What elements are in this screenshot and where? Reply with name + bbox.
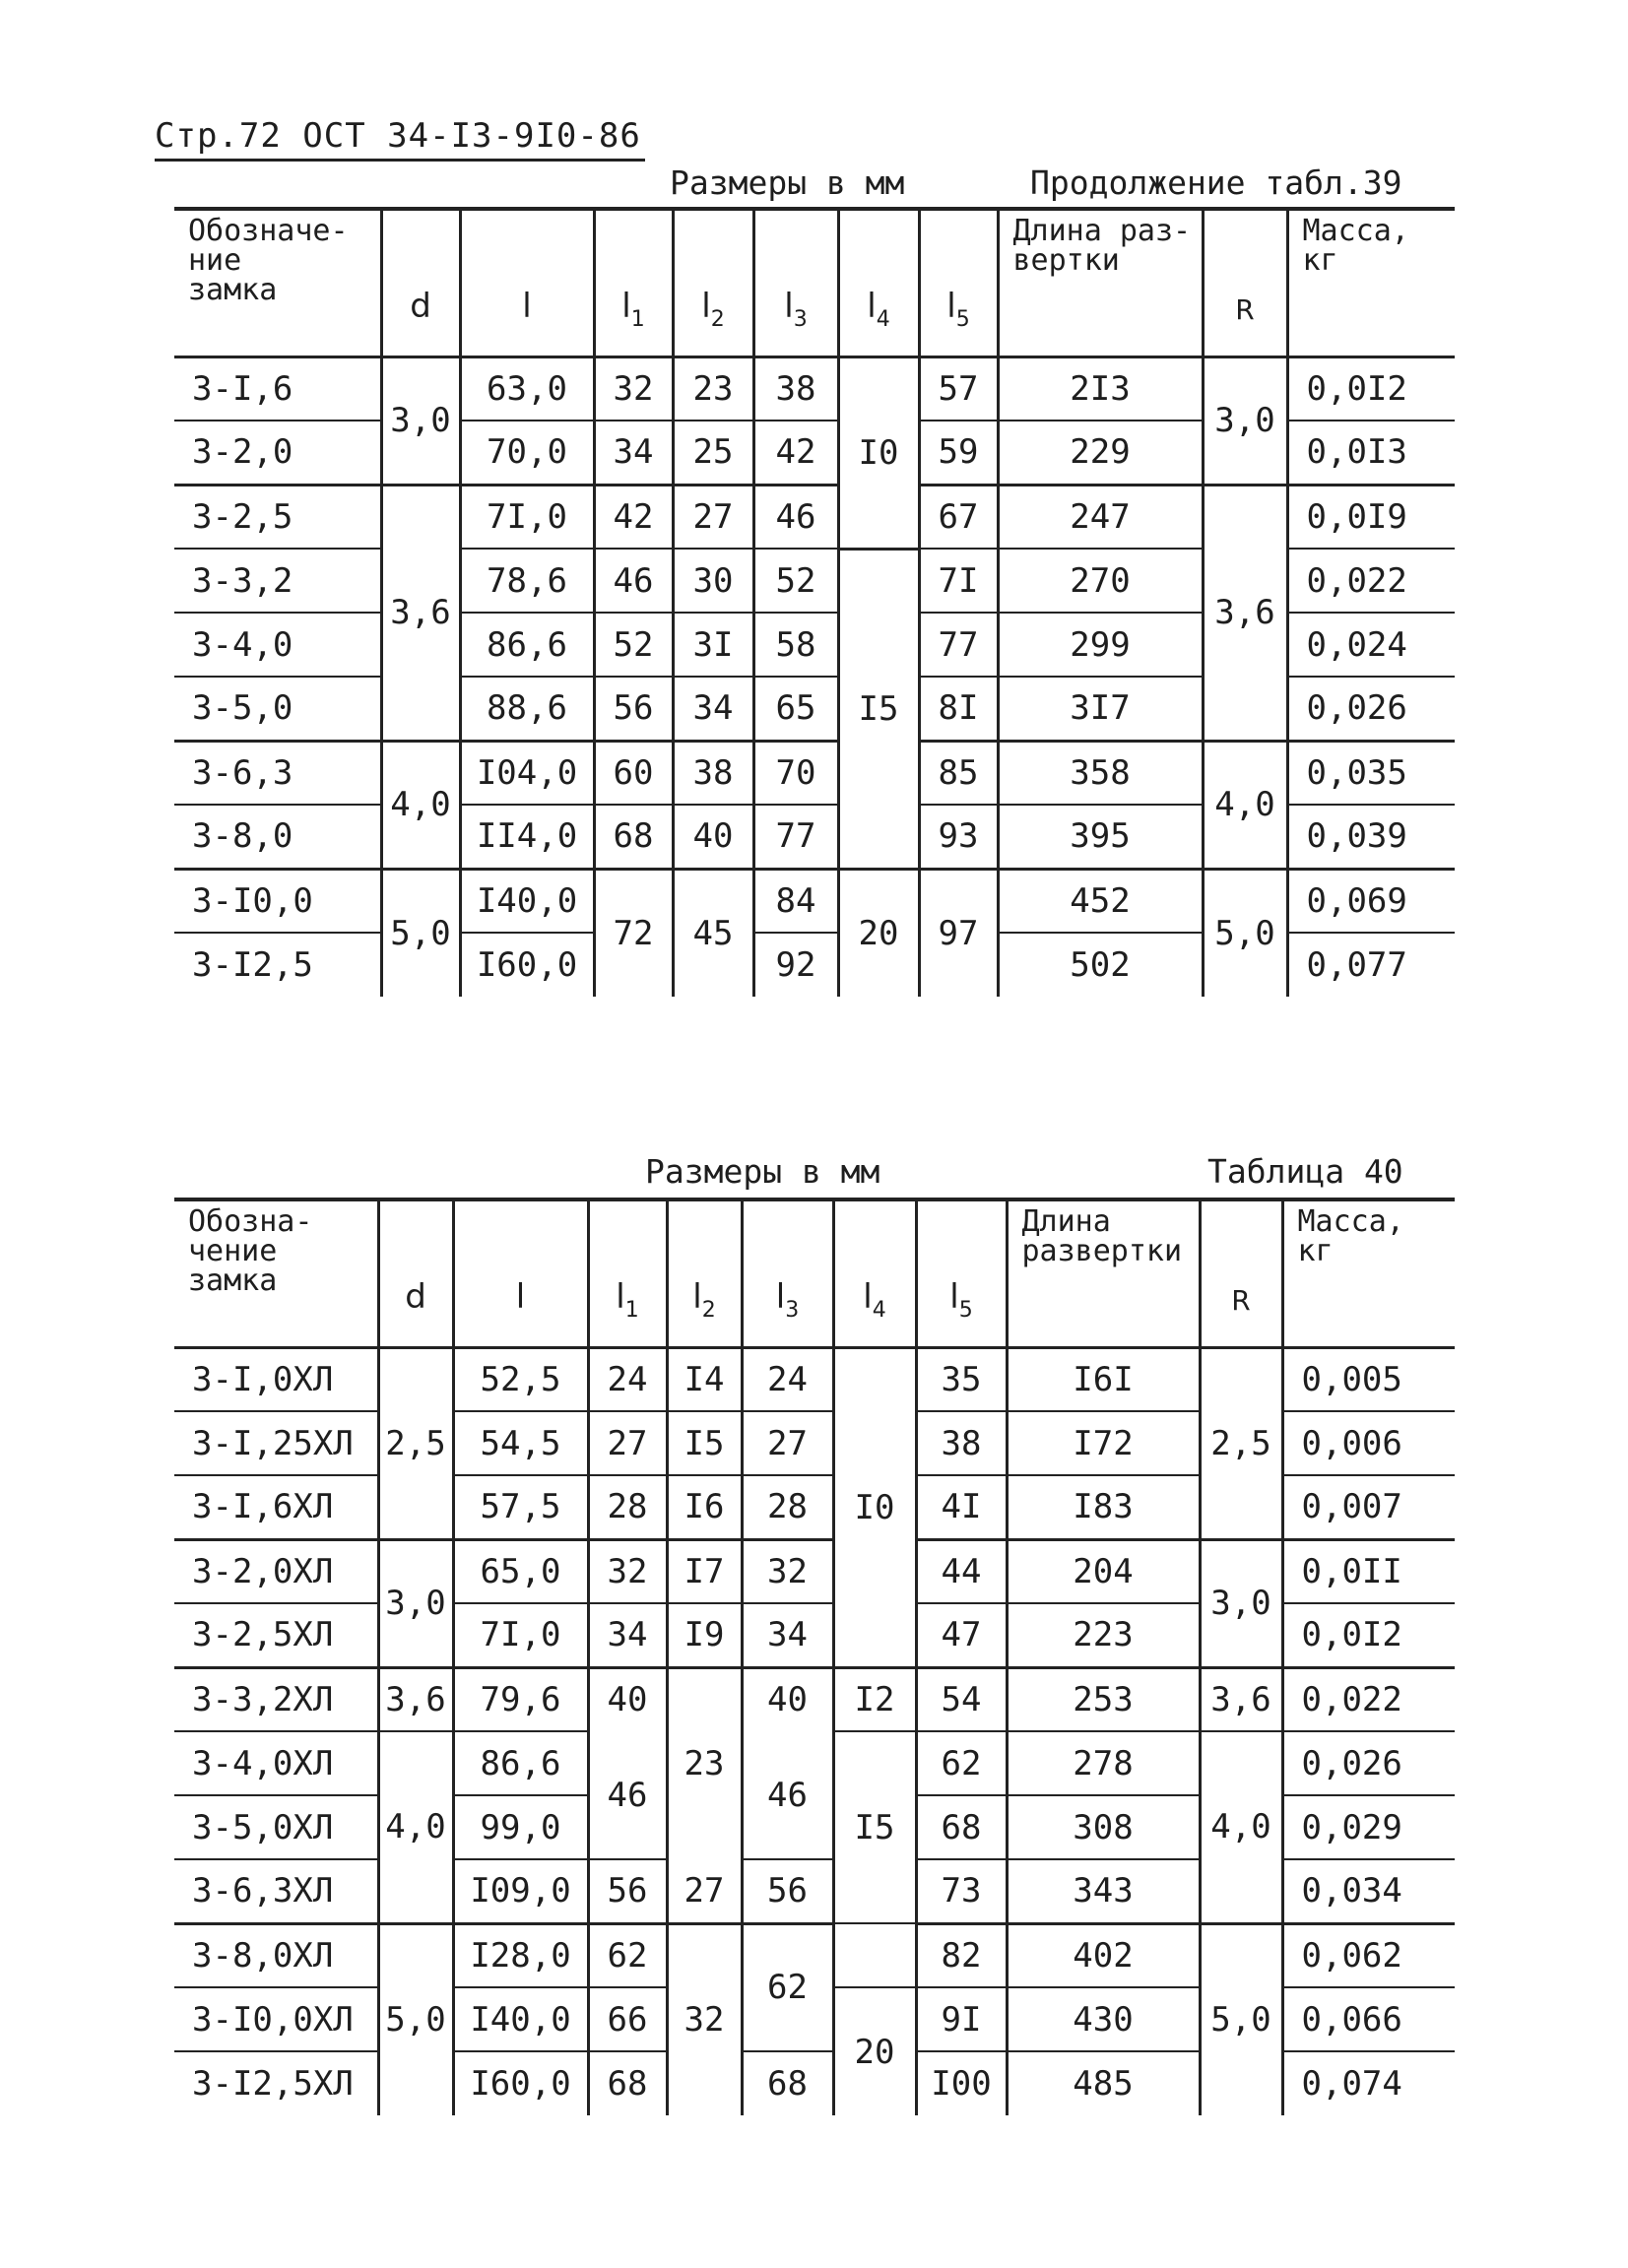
table-cell: 34	[673, 677, 753, 741]
cell-mass: 0,0I2	[1282, 1603, 1455, 1667]
table-cell: 34	[742, 1603, 833, 1667]
table-cell: I04,0	[460, 741, 594, 805]
table-cell: I60,0	[453, 2051, 588, 2115]
header-d: d	[378, 1199, 453, 1347]
table-cell: 52	[753, 549, 838, 613]
cell-designation: З-I,6	[174, 356, 381, 421]
header-d: d	[381, 209, 460, 356]
cell-l4: I5	[833, 1731, 916, 1923]
cell-mass: 0,0II	[1282, 1539, 1455, 1603]
table-cell: 60	[594, 741, 673, 805]
header-mass: Масса, кг	[1287, 209, 1455, 356]
header-designation: Обозначе- ние замка	[188, 214, 349, 307]
table-cell: 253	[1007, 1667, 1200, 1731]
table40-units-caption: Размеры в мм	[645, 1152, 880, 1191]
cell-designation: З-I2,5ХЛ	[192, 2064, 354, 2104]
cell-mass: 0,022	[1282, 1667, 1455, 1731]
table-cell: 65	[753, 677, 838, 741]
cell-mass: 0,074	[1282, 2051, 1455, 2115]
table-cell: 34	[594, 421, 673, 485]
header-unfold-length: Длина раз- вертки	[998, 209, 1203, 356]
table-cell: I5	[667, 1411, 742, 1475]
header-R: R	[1200, 1199, 1282, 1347]
header-R: R	[1203, 209, 1287, 356]
table-cell: 57	[919, 356, 998, 421]
table-cell: 34	[588, 1603, 667, 1667]
cell-designation: З-2,5	[174, 485, 381, 549]
header-l4: $l_4$	[833, 1199, 916, 1347]
table-cell: 308	[1007, 1795, 1200, 1859]
cell-designation: З-I2,5	[192, 945, 313, 985]
table-row	[174, 741, 1455, 805]
cell-R: 4,0	[1200, 1731, 1282, 1923]
header-l: l	[453, 1199, 588, 1347]
table-cell: 7I,0	[460, 485, 594, 549]
table-cell: 54	[916, 1667, 1007, 1731]
table-cell: I83	[1007, 1475, 1200, 1539]
cell-d: 3,6	[381, 485, 460, 741]
header-l3: $l_3$	[742, 1199, 833, 1347]
table-cell: 42	[594, 485, 673, 549]
table-cell: 72	[594, 869, 673, 997]
table-cell: 40	[742, 1667, 833, 1731]
table-cell: 38	[916, 1411, 1007, 1475]
cell-d: 3,0	[378, 1539, 453, 1667]
header-l4: $l_4$	[838, 209, 919, 356]
cell-mass: 0,0I3	[1287, 421, 1455, 485]
table-cell: 343	[1007, 1859, 1200, 1923]
cell-d: 4,0	[378, 1731, 453, 1923]
table-row	[174, 485, 1455, 549]
table-cell: I6	[667, 1475, 742, 1539]
table-cell: 223	[1007, 1603, 1200, 1667]
table-cell: 430	[1007, 1987, 1200, 2051]
table-cell: I40,0	[460, 869, 594, 933]
cell-mass: 0,034	[1282, 1859, 1455, 1923]
table39-caption: Продолжение табл.39	[1030, 163, 1402, 202]
table-cell: I40,0	[453, 1987, 588, 2051]
cell-designation: З-I0,0ХЛ	[174, 1987, 378, 2051]
cell-R: 2,5	[1200, 1347, 1282, 1539]
table-cell: 32	[588, 1539, 667, 1603]
cell-designation: З-I0,0	[174, 869, 381, 933]
table-cell: 38	[673, 741, 753, 805]
table-cell: 68	[916, 1795, 1007, 1859]
cell-l4	[833, 1923, 916, 1987]
header-mass: Масса, кг	[1282, 1199, 1455, 1347]
table-cell: 229	[998, 421, 1203, 485]
table-cell: 30	[673, 549, 753, 613]
cell-R: 3,6	[1203, 485, 1287, 741]
header-l5: $l_5$	[919, 209, 998, 356]
table-cell: 4I	[916, 1475, 1007, 1539]
table-cell: 77	[919, 613, 998, 677]
cell-mass: 0,029	[1282, 1795, 1455, 1859]
table-cell: 395	[998, 805, 1203, 869]
table-cell: 52	[594, 613, 673, 677]
header-unfold-length: Длина развертки	[1007, 1199, 1200, 1347]
table-cell: 92	[753, 933, 838, 997]
cell-designation: З-I,6ХЛ	[174, 1475, 378, 1539]
table-cell: 93	[919, 805, 998, 869]
table-cell: I28,0	[453, 1923, 588, 1987]
table-cell: 73	[916, 1859, 1007, 1923]
table-cell: 3I7	[998, 677, 1203, 741]
cell-mass: 0,007	[1282, 1475, 1455, 1539]
table-cell: 9I	[916, 1987, 1007, 2051]
table-cell: 45	[673, 869, 753, 997]
cell-l4: 20	[833, 1987, 916, 2115]
table-40	[174, 1198, 1455, 2115]
table-cell: 247	[998, 485, 1203, 549]
cell-R: 3,6	[1200, 1667, 1282, 1731]
table-cell: 3I	[673, 613, 753, 677]
cell-mass: 0,026	[1287, 677, 1455, 741]
table-cell: 56	[588, 1859, 667, 1923]
table-cell: II4,0	[460, 805, 594, 869]
cell-mass: 0,026	[1282, 1731, 1455, 1795]
cell-mass: 0,069	[1287, 869, 1455, 933]
cell-d: 4,0	[381, 741, 460, 869]
table-cell: 46	[742, 1731, 833, 1859]
table-cell: 24	[742, 1347, 833, 1411]
table-cell: 299	[998, 613, 1203, 677]
cell-designation: З-4,0ХЛ	[174, 1731, 378, 1795]
header-l3: $l_3$	[753, 209, 838, 356]
cell-designation: З-2,0ХЛ	[174, 1539, 378, 1603]
table-cell: 68	[742, 2051, 833, 2115]
table-cell: 402	[1007, 1923, 1200, 1987]
header-l1: $l_1$	[594, 209, 673, 356]
table-cell: I60,0	[460, 933, 594, 997]
cell-designation: З-5,0	[174, 677, 381, 741]
table-cell: I7	[667, 1539, 742, 1603]
table-row	[174, 1667, 1455, 1731]
cell-d: 3,0	[381, 356, 460, 485]
cell-mass: 0,066	[1282, 1987, 1455, 2051]
table-cell: 78,6	[460, 549, 594, 613]
cell-designation: З-8,0ХЛ	[174, 1923, 378, 1987]
table-cell: I72	[1007, 1411, 1200, 1475]
table40-caption: Таблица 40	[1207, 1152, 1403, 1191]
cell-mass: 0,006	[1282, 1411, 1455, 1475]
table-cell: 52,5	[453, 1347, 588, 1411]
cell-designation: З-2,5ХЛ	[174, 1603, 378, 1667]
table-cell: I09,0	[453, 1859, 588, 1923]
table-cell: 32	[594, 356, 673, 421]
table-row	[174, 1347, 1455, 1411]
table-cell: 27	[588, 1411, 667, 1475]
table-cell: 56	[742, 1859, 833, 1923]
table-row	[174, 1731, 1455, 1795]
table-row	[174, 1923, 1455, 1987]
table-cell: 2I3	[998, 356, 1203, 421]
cell-designation: З-3,2	[174, 549, 381, 613]
table-cell: 56	[594, 677, 673, 741]
table-cell: 99,0	[453, 1795, 588, 1859]
cell-mass: 0,035	[1287, 741, 1455, 805]
table-cell: I9	[667, 1603, 742, 1667]
cell-d: 3,6	[378, 1667, 453, 1731]
table-cell: 70	[753, 741, 838, 805]
table-row	[174, 869, 1455, 933]
table-cell: 65,0	[453, 1539, 588, 1603]
cell-mass: 0,077	[1287, 933, 1455, 997]
cell-designation: З-I,25ХЛ	[174, 1411, 378, 1475]
table-cell: 46	[588, 1731, 667, 1859]
cell-l4: 20	[838, 869, 919, 997]
cell-mass: 0,062	[1282, 1923, 1455, 1987]
table-cell: 23	[673, 356, 753, 421]
table-cell: 25	[673, 421, 753, 485]
table-cell: 57,5	[453, 1475, 588, 1539]
cell-designation: З-3,2ХЛ	[174, 1667, 378, 1731]
table-cell: 68	[594, 805, 673, 869]
table-cell: 32	[742, 1539, 833, 1603]
table-cell: 84	[753, 869, 838, 933]
table-cell: 358	[998, 741, 1203, 805]
table-cell: 67	[919, 485, 998, 549]
table-cell: 62	[916, 1731, 1007, 1795]
table-cell: 502	[998, 933, 1203, 997]
table-cell: 88,6	[460, 677, 594, 741]
table-cell: 46	[594, 549, 673, 613]
header-l2: $l_2$	[667, 1199, 742, 1347]
cell-l4: I5	[838, 549, 919, 869]
table-cell: 485	[1007, 2051, 1200, 2115]
cell-R: 5,0	[1203, 869, 1287, 997]
header-l5: $l_5$	[916, 1199, 1007, 1347]
table-cell: 85	[919, 741, 998, 805]
cell-l4: I2	[833, 1667, 916, 1731]
table-cell: 42	[753, 421, 838, 485]
table-cell: 86,6	[460, 613, 594, 677]
header-l2: $l_2$	[673, 209, 753, 356]
cell-designation: З-8,0	[174, 805, 381, 869]
table-cell: 7I,0	[453, 1603, 588, 1667]
cell-designation: З-4,0	[174, 613, 381, 677]
table-cell: 24	[588, 1347, 667, 1411]
header-designation: Обозна- чение замка	[188, 1204, 313, 1298]
table-cell: 27	[673, 485, 753, 549]
table-cell: 452	[998, 869, 1203, 933]
table-cell: 7I	[919, 549, 998, 613]
page-header: Стр.72 ОСТ 34-I3-9I0-86	[155, 116, 641, 156]
table-cell: 68	[588, 2051, 667, 2115]
cell-l: 63,0	[460, 356, 594, 421]
cell-d: 2,5	[378, 1347, 453, 1539]
table-cell: 28	[742, 1475, 833, 1539]
table-cell: 58	[753, 613, 838, 677]
cell-R: 3,0	[1203, 356, 1287, 485]
cell-R: 4,0	[1203, 741, 1287, 869]
cell-R: 3,0	[1200, 1539, 1282, 1667]
cell-d: 5,0	[378, 1923, 453, 2115]
table-cell: 59	[919, 421, 998, 485]
header-l1: $l_1$	[588, 1199, 667, 1347]
cell-designation: З-2,0	[174, 421, 381, 485]
cell-mass: 0,0I2	[1287, 356, 1455, 421]
table-39	[174, 207, 1455, 997]
table-cell: 44	[916, 1539, 1007, 1603]
table-row	[174, 356, 1455, 421]
table-cell: 204	[1007, 1539, 1200, 1603]
table-cell: I4	[667, 1347, 742, 1411]
table-cell: 27	[742, 1411, 833, 1475]
table-cell: 278	[1007, 1731, 1200, 1795]
table-cell: 23	[667, 1667, 742, 1859]
table-cell: 77	[753, 805, 838, 869]
table-cell: 86,6	[453, 1731, 588, 1795]
cell-l4: I0	[838, 356, 919, 549]
cell-l4: I0	[833, 1347, 916, 1667]
cell-designation: З-6,3ХЛ	[174, 1859, 378, 1923]
table-cell: 47	[916, 1603, 1007, 1667]
table-cell: 40	[588, 1667, 667, 1731]
table-cell: 40	[673, 805, 753, 869]
table-cell: 97	[919, 869, 998, 997]
table-row	[174, 1539, 1455, 1603]
table-cell: 70,0	[460, 421, 594, 485]
table-cell: 62	[588, 1923, 667, 1987]
table39-units-caption: Размеры в мм	[670, 163, 905, 202]
table-cell: 62	[742, 1923, 833, 2051]
table-cell: 27	[667, 1859, 742, 1923]
table-cell: I00	[916, 2051, 1007, 2115]
table-cell: 66	[588, 1987, 667, 2051]
table-cell: I6I	[1007, 1347, 1200, 1411]
cell-mass: 0,024	[1287, 613, 1455, 677]
table-cell: 28	[588, 1475, 667, 1539]
cell-R: 5,0	[1200, 1923, 1282, 2115]
table-cell: 32	[667, 1923, 742, 2115]
cell-mass: 0,005	[1282, 1347, 1455, 1411]
table-cell: 270	[998, 549, 1203, 613]
table-cell: 82	[916, 1923, 1007, 1987]
cell-mass: 0,0I9	[1287, 485, 1455, 549]
table-cell: 46	[753, 485, 838, 549]
cell-d: 5,0	[381, 869, 460, 997]
table-cell: 8I	[919, 677, 998, 741]
cell-designation: З-5,0ХЛ	[174, 1795, 378, 1859]
cell-mass: 0,022	[1287, 549, 1455, 613]
table-cell: 35	[916, 1347, 1007, 1411]
table-cell: 79,6	[453, 1667, 588, 1731]
table-cell: 54,5	[453, 1411, 588, 1475]
header-l: l	[460, 209, 594, 356]
cell-designation: З-I,0ХЛ	[174, 1347, 378, 1411]
cell-mass: 0,039	[1287, 805, 1455, 869]
cell-designation: З-6,3	[174, 741, 381, 805]
table-cell: 38	[753, 356, 838, 421]
